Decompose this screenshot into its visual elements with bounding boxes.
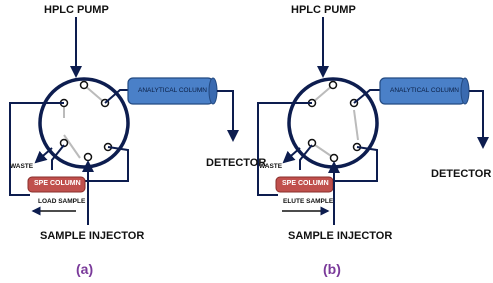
spe-column-label-b: SPE COLUMN: [282, 180, 329, 187]
hplc-pump-label-b: HPLC PUMP: [291, 4, 356, 16]
caption-b: (b): [323, 261, 341, 277]
waste-label-a: WASTE: [10, 163, 34, 170]
load-sample-label: LOAD SAMPLE: [38, 198, 86, 205]
column-cap-b: [461, 78, 469, 104]
port-a5: [85, 154, 92, 161]
port-b1: [330, 82, 337, 89]
valve-b: [289, 79, 377, 167]
waste-line-a: [36, 148, 52, 162]
sample-injector-label-b: SAMPLE INJECTOR: [288, 230, 393, 242]
detector-label-a: DETECTOR: [206, 157, 267, 169]
analytical-column-label-a: ANALYTICAL COLUMN: [138, 87, 207, 94]
panel-a: [10, 17, 233, 225]
valve-a: [40, 79, 128, 167]
panel-b: [258, 17, 483, 225]
detector-label-b: DETECTOR: [431, 168, 492, 180]
analytical-column-label-b: ANALYTICAL COLUMN: [390, 87, 459, 94]
elute-sample-label: ELUTE SAMPLE: [283, 198, 334, 205]
port-a1: [81, 82, 88, 89]
port-b5: [331, 155, 338, 162]
waste-label-b: WASTE: [259, 163, 283, 170]
line-to-detector-b: [469, 91, 483, 147]
hplc-pump-label-a: HPLC PUMP: [44, 4, 109, 16]
sample-injector-label-a: SAMPLE INJECTOR: [40, 230, 145, 242]
column-cap-a: [209, 78, 217, 104]
line-to-detector-a: [217, 91, 233, 140]
caption-a: (a): [76, 261, 94, 277]
spe-column-label-a: SPE COLUMN: [34, 180, 81, 187]
waste-line-b: [284, 148, 300, 162]
